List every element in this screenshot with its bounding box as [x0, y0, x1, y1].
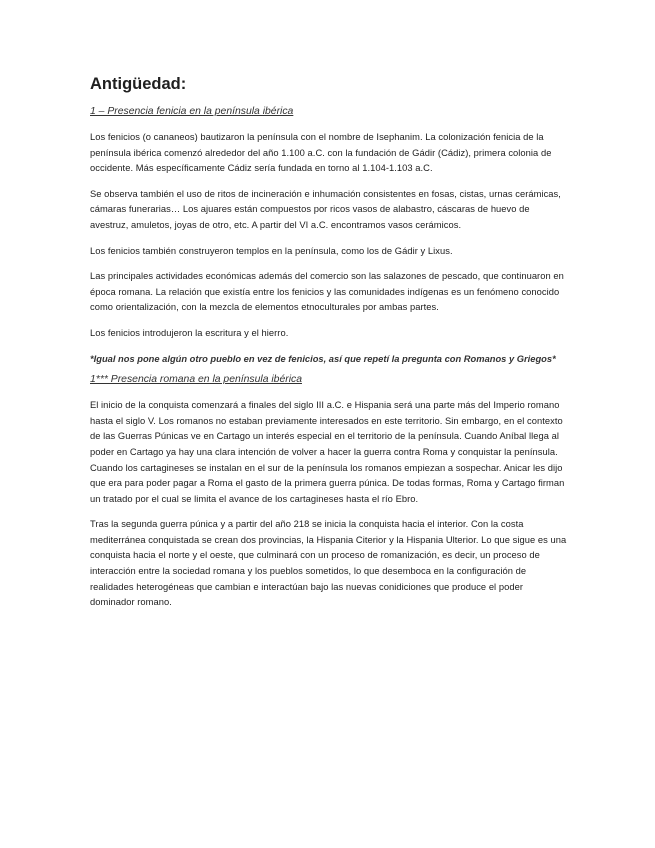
study-note: *Igual nos pone algún otro pueblo en vez de fenicios, así que repetí la pregunta con Romanos y Griegos* [90, 353, 556, 364]
paragraph-romana-1: El inicio de la conquista comenzará a finales del siglo III a.C. e Hispania será una parte más del Imperio romano hasta el siglo V. Los romanos no estaban previamente interesados en este territorio. Sin embargo, en el contexto de las Guerras Púnicas ve en Cartago un interés especial en el territorio de la península. Cuando Aníbal llega al poder en Cartago ya hay una clara intención de volver a hacer la guerra contra Roma y conquistar la península. Cuando los cartagineses se instalan en el sur de la península los romanos empiezan a sospechar. Anicar les dijo que era para poder pagar a Roma el gasto de la primera guerra púnica. De todas formas, Roma y Cartago firman un tratado por el cual se limita el avance de los cartagineses hasta el río Ebro. [90, 400, 565, 504]
section-heading-romana: 1*** Presencia romana en la península ibérica [90, 374, 302, 386]
paragraph-fenicia-4: Las principales actividades económicas además del comercio son las salazones de pescado, que continuaron en época romana. La relación que existía entre los fenicios y las comunidades indígenas es un fenómeno conocido como orientalización, con la mezcla de elementos etnoculturales por ambas partes. [90, 271, 564, 313]
document-body [90, 74, 568, 621]
paragraph-fenicia-5: Los fenicios introdujeron la escritura y el hierro. [90, 327, 289, 338]
paragraph-fenicia-2: Se observa también el uso de ritos de incineración e inhumación consistentes en fosas, cistas, urnas cerámicas, cámaras funerarias… Los ajuares están compuestos por ricos vasos de alabastro, cáscaras de huevo de avestruz, amuletos, joyas de otro, etc. A partir del VI a.C. encontramos vasos cerámicos. [90, 188, 561, 230]
document-title: Antigüedad: [90, 75, 187, 93]
paragraph-romana-2: Tras la segunda guerra púnica y a partir del año 218 se inicia la conquista hacia el interior. Con la costa mediterránea conquistada se crean dos provincias, la Hispania Citerior y la Hispania Ulterior. Lo que sigue es una conquista hacia el norte y el oeste, que culminará con un proceso de romanización, es decir, un proceso de interacción entre la sociedad romana y los pueblos sometidos, lo que desemboca en la configuración de realidades heterogéneas que cambian e interactúan bajo las nuevas conidiciones que produce el poder dominador romano. [90, 519, 567, 608]
section-heading-fenicia: 1 – Presencia fenicia en la península ibérica [90, 106, 294, 117]
paragraph-fenicia-1: Los fenicios (o cananeos) bautizaron la península con el nombre de Isephanim. La colonización fenicia de la península ibérica comenzó alrededor del año 1.100 a.C. con la fundación de Gádir (Cádiz), primera colonia de occidente. Más específicamente Cádiz sería fundada en torno al 1.104-1.103 a.C. [90, 132, 552, 174]
paragraph-fenicia-3: Los fenicios también construyeron templos en la península, como los de Gádir y Lixus. [90, 245, 453, 256]
